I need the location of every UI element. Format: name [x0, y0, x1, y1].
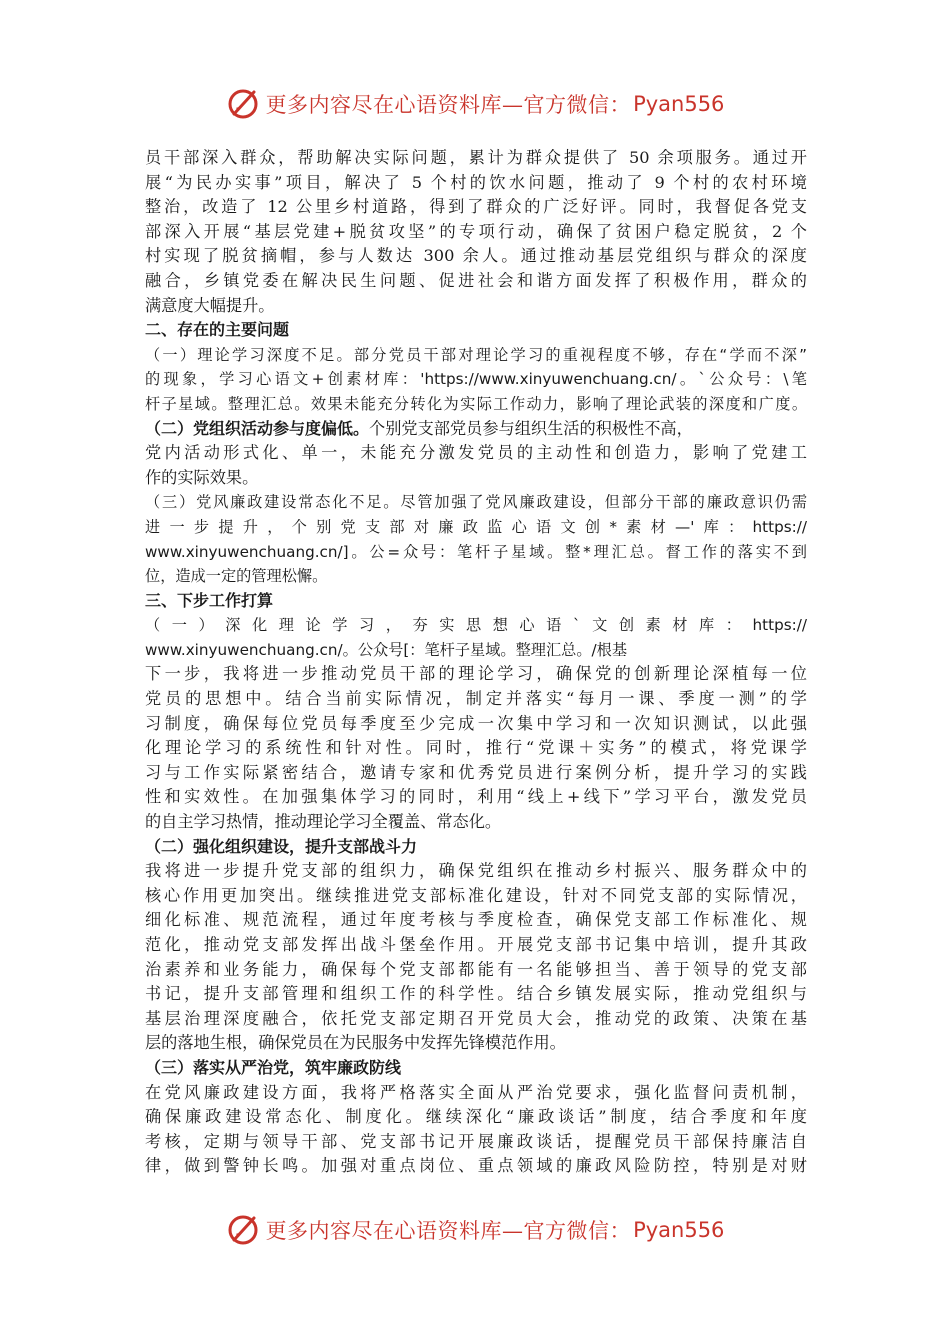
- body-line: 员干部深入群众，帮助解决实际问题，累计为群众提供了 50 余项服务。通过开: [145, 148, 807, 167]
- subheading: （二）党组织活动参与度偏低。: [145, 418, 370, 438]
- body-line: 我将进一步提升党支部的组织力，确保党组织在推动乡村振兴、服务群众中的: [145, 861, 807, 881]
- body-line: 层的落地生根，确保党员在为民服务中发挥先锋模范作用。: [145, 1033, 566, 1053]
- body-line: 在党风廉政建设方面，我将严格落实全面从严治党要求，强化监督问责机制，: [145, 1082, 807, 1102]
- body-line: 党内活动形式化、单一，未能充分激发党员的主动性和创造力，影响了党建工: [145, 443, 807, 463]
- body-line: 展“为民办实事”项目，解决了 5 个村的饮水问题，推动了 9 个村的农村环境: [145, 172, 807, 192]
- body-line: 党员的思想中。结合当前实际情况，制定并落实“每月一课、季度一测”的学: [145, 689, 807, 709]
- banner-wechat-id: Pyan556: [633, 92, 725, 116]
- body-line: [145, 417, 807, 442]
- body-line: 核心作用更加突出。继续推进党支部标准化建设，针对不同党支部的实际情况，: [145, 885, 807, 905]
- body-line: （一）理论学习深度不足。部分党员干部对理论学习的重视程度不够，存在“学而不深”: [145, 345, 807, 364]
- body-line: 习与工作实际紧密结合，邀请专家和优秀党员进行案例分析，提升学习的实践: [145, 762, 807, 782]
- subheading: （三）落实从严治党，筑牢廉政防线: [145, 1057, 402, 1077]
- body-text: 个别党支部党员参与组织生活的积极性不高，: [369, 418, 693, 438]
- body-line: 杆子星域。整理汇总。效果未能充分转化为实际工作动力，影响了理论武装的深度和广度。: [145, 394, 807, 413]
- body-line: 化理论学习的系统性和针对性。同时，推行“党课＋实务”的模式，将党课学: [145, 738, 807, 758]
- brush-logo-icon: [226, 86, 262, 122]
- body-line: 融合，乡镇党委在解决民生问题、促进社会和谐方面发挥了积极作用，群众的: [145, 270, 807, 290]
- body-line: 的现象，学习心语文+创素材库：'https://www.xinyuwenchuang.cn/。`公众号：\笔: [145, 370, 807, 389]
- body-line: 细化标准、规范流程，通过年度考核与季度检查，确保党支部工作标准化、规: [145, 910, 807, 930]
- body-line: 基层治理深度融合，依托党支部定期召开党员大会，推动党的政策、决策在基: [145, 1008, 807, 1028]
- section-heading: 二、存在的主要问题: [145, 320, 290, 340]
- section-heading: 三、下步工作打算: [145, 590, 274, 610]
- body-line: 满意度大幅提升。: [145, 295, 275, 315]
- body-line: 位，造成一定的管理松懈。: [145, 567, 328, 586]
- body-line: 作的实际效果。: [145, 467, 259, 487]
- body-line: 整治，改造了 12 公里乡村道路，得到了群众的广泛好评。同时，我督促各党支: [145, 197, 807, 217]
- body-line: （一）深化理论学习，夯实思想心语`文创素材库：https://: [145, 616, 807, 635]
- body-line: 习制度，确保每位党员每季度至少完成一次集中学习和一次知识测试，以此强: [145, 713, 807, 733]
- body-line: 的自主学习热情，推动理论学习全覆盖、常态化。: [145, 812, 502, 832]
- body-line: （三）党风廉政建设常态化不足。尽管加强了党风廉政建设，但部分干部的廉政意识仍需: [145, 493, 807, 512]
- document-body: [145, 146, 807, 1179]
- brush-logo-icon: [226, 1212, 262, 1248]
- footer-watermark-banner: [0, 1208, 950, 1252]
- body-line: 部深入开展“基层党建+脱贫攻坚”的专项行动，确保了贫困户稳定脱贫，2 个: [145, 221, 807, 241]
- body-line: 进一步提升，个别党支部对廉政监心语文创*素材—'库：https://: [145, 517, 807, 536]
- banner-text: 更多内容尽在心语资料库—官方微信：: [265, 93, 632, 117]
- body-line: 确保廉政建设常态化、制度化。继续深化“廉政谈话”制度，结合季度和年度: [145, 1107, 807, 1127]
- body-line: 范化，推动党支部发挥出战斗堡垒作用。开展党支部书记集中培训，提升其政: [145, 935, 807, 954]
- body-line: 村实现了脱贫摘帽，参与人数达 300 余人。通过推动基层党组织与群众的深度: [145, 246, 807, 266]
- subheading: （二）强化组织建设，提升支部战斗力: [145, 836, 418, 856]
- body-line: www.xinyuwenchuang.cn/。公众号[：笔杆子星域。整理汇总。/根基: [145, 640, 628, 659]
- banner-text: 更多内容尽在心语资料库—官方微信：: [265, 1219, 632, 1243]
- body-line: 治素养和业务能力，确保每个党支部都能有一名能够担当、善于领导的党支部: [145, 959, 807, 979]
- body-line: www.xinyuwenchuang.cn/]。公=众号：笔杆子星域。整*理汇总。督工作的落实不到: [145, 542, 807, 561]
- body-line: 书记，提升支部管理和组织工作的科学性。结合乡镇发展实际，推动党组织与: [145, 984, 807, 1004]
- body-line: 性和实效性。在加强集体学习的同时，利用“线上+线下”学习平台，激发党员: [145, 787, 807, 807]
- body-line: 律，做到警钟长鸣。加强对重点岗位、重点领域的廉政风险防控，特别是对财: [145, 1156, 807, 1176]
- banner-wechat-id: Pyan556: [633, 1218, 725, 1242]
- header-watermark-banner: [0, 82, 950, 126]
- body-line: 考核，定期与领导干部、党支部书记开展廉政谈话，提醒党员干部保持廉洁自: [145, 1131, 807, 1151]
- body-line: 下一步，我将进一步推动党员干部的理论学习，确保党的创新理论深植每一位: [145, 664, 807, 684]
